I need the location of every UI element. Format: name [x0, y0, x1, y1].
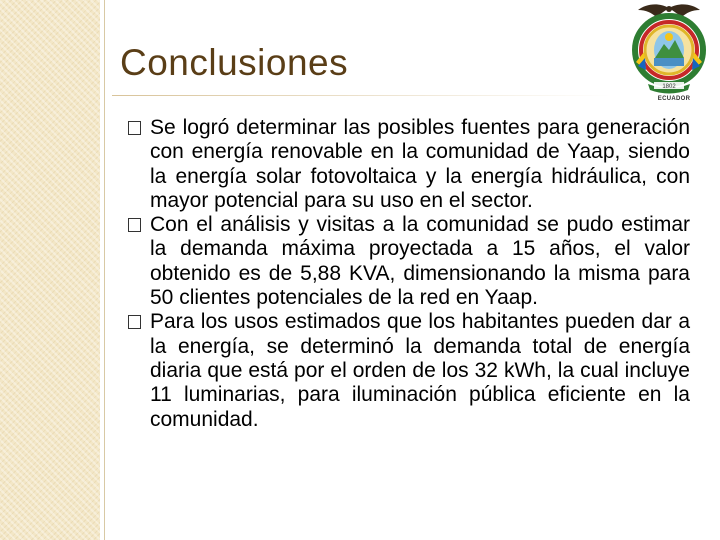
bullet-box-icon — [128, 315, 141, 329]
side-divider — [104, 0, 105, 540]
list-item-text: Con el análisis y visitas a la comunidad se pudo estimar la demanda máxima proyectada a 15 años, el valor obtenido es de 5,88 KVA, dimensionando la misma para 50 clientes potenciales de la red en Yaap. — [150, 213, 690, 310]
list-item — [128, 116, 690, 213]
logo-caption: ECUADOR — [657, 96, 691, 102]
bullet-box-icon — [128, 121, 141, 135]
title-underline — [112, 95, 612, 96]
list-item-text: Para los usos estimados que los habitantes pueden dar a la energía, se determinó la demanda total de energía diaria que está por el orden de los 32 kWh, la cual incluye 11 luminarias, para iluminación pública eficiente en la comunidad. — [150, 310, 690, 431]
ecuador-coat-of-arms-logo — [618, 0, 720, 106]
logo-year: 1802 — [662, 84, 676, 90]
slide-title: Conclusiones — [120, 42, 349, 83]
bullet-box-icon — [128, 218, 141, 232]
list-item — [128, 213, 690, 310]
conclusions-list — [128, 116, 690, 432]
list-item-text: Se logró determinar las posibles fuentes para generación con energía renovable en la comunidad de Yaap, siendo la energía solar fotovoltaica y la energía hidráulica, con mayor potencial para su uso en el sector. — [150, 116, 690, 212]
list-item — [128, 310, 690, 431]
decorative-side-strip — [0, 0, 100, 540]
